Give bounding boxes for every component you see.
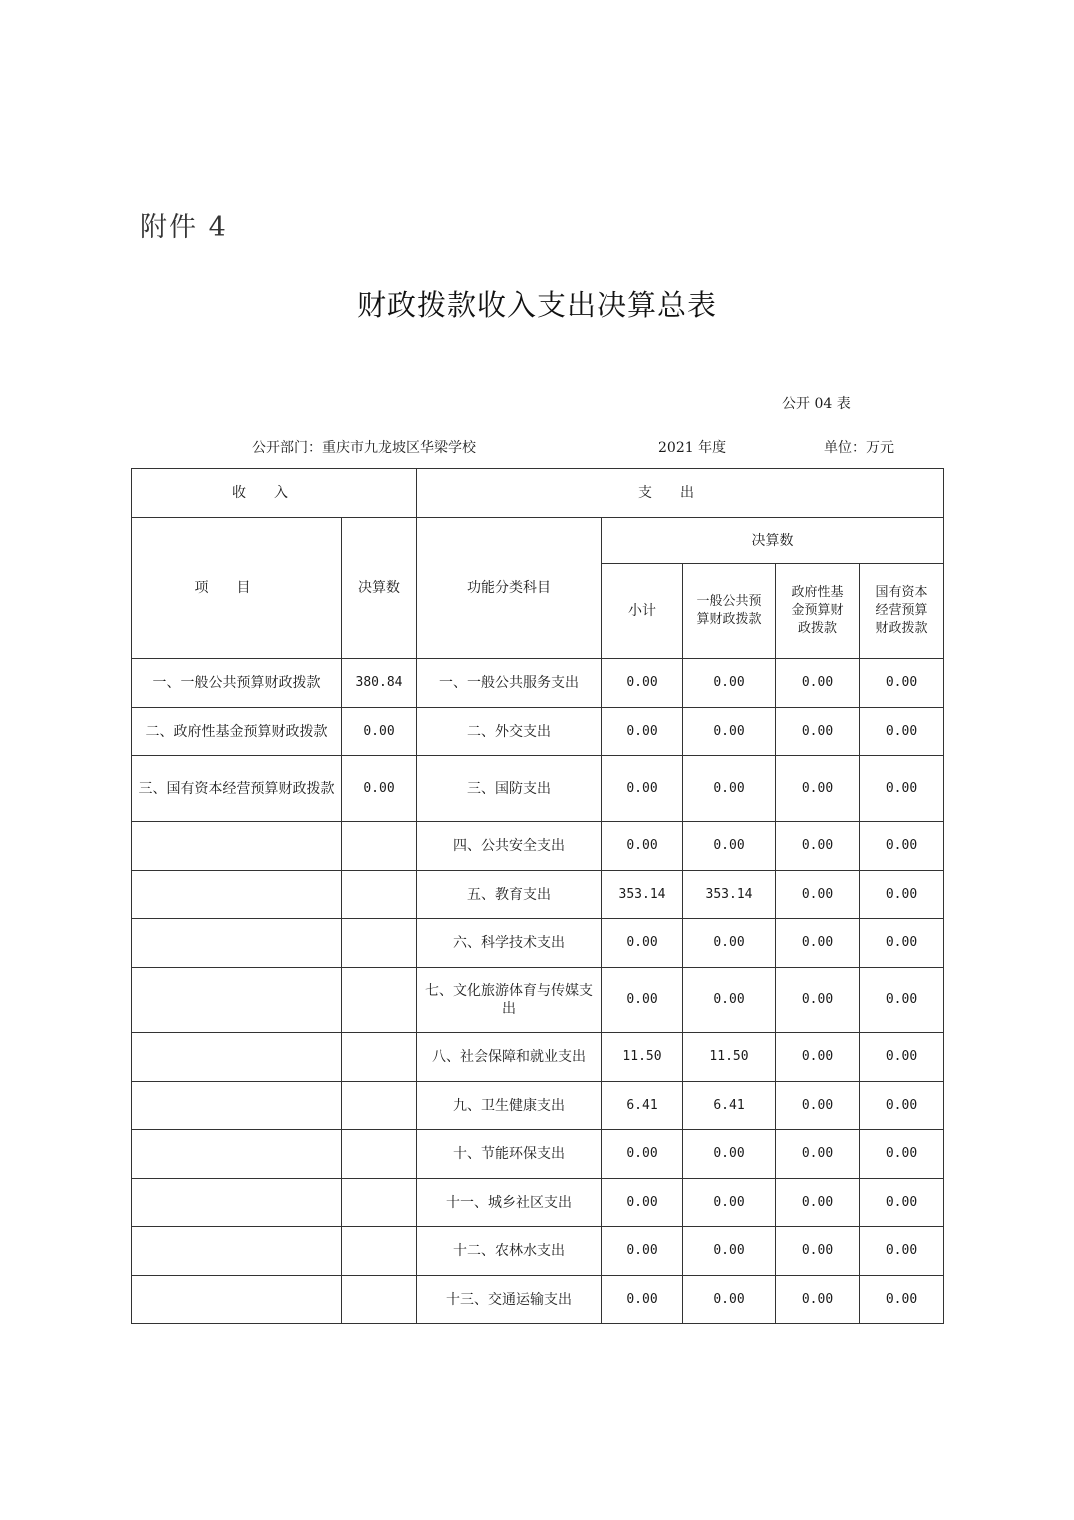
state-capital-cell: 0.00 [860, 756, 944, 822]
general-budget-cell: 0.00 [683, 968, 776, 1033]
income-amount-cell [342, 1227, 417, 1276]
expense-header: 支出 [417, 469, 944, 518]
year-label: 2021 年度 [658, 440, 727, 456]
gov-fund-cell: 0.00 [776, 871, 860, 919]
subtotal-cell: 11.50 [602, 1033, 683, 1082]
table-row [132, 871, 944, 919]
state-capital-header: 国有资本经营预算财政拨款 [860, 564, 944, 659]
state-capital-cell: 0.00 [860, 1227, 944, 1276]
general-budget-cell: 0.00 [683, 1179, 776, 1227]
gov-fund-cell: 0.00 [776, 1130, 860, 1179]
gov-fund-cell: 0.00 [776, 659, 860, 708]
income-amount-cell [342, 871, 417, 919]
state-capital-cell: 0.00 [860, 1082, 944, 1130]
expense-category-cell: 二、外交支出 [417, 708, 602, 756]
expense-category-cell: 八、社会保障和就业支出 [417, 1033, 602, 1082]
income-amount-cell [342, 919, 417, 968]
income-amount-header: 决算数 [342, 518, 417, 659]
general-budget-cell: 11.50 [683, 1033, 776, 1082]
state-capital-cell: 0.00 [860, 708, 944, 756]
income-header: 收入 [132, 469, 417, 518]
general-budget-cell: 353.14 [683, 871, 776, 919]
state-capital-cell: 0.00 [860, 1033, 944, 1082]
state-capital-cell: 0.00 [860, 968, 944, 1033]
subtotal-cell: 0.00 [602, 1227, 683, 1276]
income-amount-cell [342, 1179, 417, 1227]
table-row [132, 708, 944, 756]
income-amount-cell [342, 1276, 417, 1324]
income-item-cell [132, 1276, 342, 1324]
subtotal-header: 小计 [602, 564, 683, 659]
income-item-cell [132, 1130, 342, 1179]
expense-category-cell: 十、节能环保支出 [417, 1130, 602, 1179]
subtotal-cell: 0.00 [602, 919, 683, 968]
gov-fund-cell: 0.00 [776, 756, 860, 822]
table-row [132, 659, 944, 708]
income-amount-cell [342, 1033, 417, 1082]
general-budget-cell: 0.00 [683, 1276, 776, 1324]
gov-fund-cell: 0.00 [776, 919, 860, 968]
subtotal-cell: 0.00 [602, 708, 683, 756]
state-capital-cell: 0.00 [860, 871, 944, 919]
table-row [132, 919, 944, 968]
gov-fund-cell: 0.00 [776, 1227, 860, 1276]
income-amount-cell: 0.00 [342, 708, 417, 756]
income-amount-cell [342, 822, 417, 871]
subtotal-cell: 0.00 [602, 968, 683, 1033]
gov-fund-cell: 0.00 [776, 1082, 860, 1130]
state-capital-cell: 0.00 [860, 1179, 944, 1227]
general-budget-cell: 6.41 [683, 1082, 776, 1130]
expense-category-cell: 七、文化旅游体育与传媒支出 [417, 968, 602, 1033]
income-amount-cell [342, 1130, 417, 1179]
income-amount-cell [342, 968, 417, 1033]
income-item-cell [132, 1227, 342, 1276]
income-item-cell [132, 871, 342, 919]
table-row [132, 1082, 944, 1130]
form-number: 公开 04 表 [782, 396, 851, 412]
state-capital-cell: 0.00 [860, 822, 944, 871]
item-header: 项目 [132, 518, 342, 659]
table-row [132, 1276, 944, 1324]
income-item-cell: 二、政府性基金预算财政拨款 [132, 708, 342, 756]
expense-category-cell: 九、卫生健康支出 [417, 1082, 602, 1130]
state-capital-cell: 0.00 [860, 1276, 944, 1324]
gov-fund-cell: 0.00 [776, 968, 860, 1033]
table-row [132, 822, 944, 871]
general-budget-cell: 0.00 [683, 1227, 776, 1276]
table-row [132, 1033, 944, 1082]
state-capital-cell: 0.00 [860, 919, 944, 968]
subtotal-cell: 0.00 [602, 1179, 683, 1227]
page-title: 财政拨款收入支出决算总表 [356, 288, 717, 322]
expense-category-cell: 三、国防支出 [417, 756, 602, 822]
subtotal-cell: 353.14 [602, 871, 683, 919]
general-budget-cell: 0.00 [683, 1130, 776, 1179]
expense-category-cell: 十三、交通运输支出 [417, 1276, 602, 1324]
table-row [132, 1130, 944, 1179]
subtotal-cell: 0.00 [602, 822, 683, 871]
subtotal-cell: 0.00 [602, 756, 683, 822]
income-item-cell [132, 1082, 342, 1130]
final-amount-header: 决算数 [602, 518, 944, 564]
general-budget-cell: 0.00 [683, 756, 776, 822]
income-item-cell [132, 919, 342, 968]
general-budget-cell: 0.00 [683, 822, 776, 871]
income-item-cell [132, 822, 342, 871]
gov-fund-cell: 0.00 [776, 1276, 860, 1324]
subtotal-cell: 6.41 [602, 1082, 683, 1130]
income-amount-cell: 0.00 [342, 756, 417, 822]
gov-fund-cell: 0.00 [776, 822, 860, 871]
function-category-header: 功能分类科目 [417, 518, 602, 659]
attachment-label: 附件 4 [140, 212, 228, 243]
table-row [132, 756, 944, 822]
gov-fund-cell: 0.00 [776, 1179, 860, 1227]
general-budget-cell: 0.00 [683, 919, 776, 968]
table-row [132, 968, 944, 1033]
state-capital-cell: 0.00 [860, 659, 944, 708]
state-capital-cell: 0.00 [860, 1130, 944, 1179]
department-label: 公开部门：重庆市九龙坡区华梁学校 [252, 440, 476, 456]
income-amount-cell [342, 1082, 417, 1130]
general-budget-cell: 0.00 [683, 659, 776, 708]
table-row [132, 1179, 944, 1227]
income-item-cell [132, 1179, 342, 1227]
income-item-cell: 一、一般公共预算财政拨款 [132, 659, 342, 708]
income-amount-cell: 380.84 [342, 659, 417, 708]
expense-category-cell: 一、一般公共服务支出 [417, 659, 602, 708]
expense-category-cell: 十一、城乡社区支出 [417, 1179, 602, 1227]
unit-label: 单位：万元 [824, 440, 894, 456]
expense-category-cell: 六、科学技术支出 [417, 919, 602, 968]
expense-category-cell: 四、公共安全支出 [417, 822, 602, 871]
gov-fund-cell: 0.00 [776, 708, 860, 756]
income-item-cell: 三、国有资本经营预算财政拨款 [132, 756, 342, 822]
budget-table [131, 468, 944, 1324]
expense-category-cell: 十二、农林水支出 [417, 1227, 602, 1276]
income-item-cell [132, 968, 342, 1033]
table-row [132, 1227, 944, 1276]
general-budget-header: 一般公共预算财政拨款 [683, 564, 776, 659]
subtotal-cell: 0.00 [602, 1276, 683, 1324]
subtotal-cell: 0.00 [602, 1130, 683, 1179]
expense-category-cell: 五、教育支出 [417, 871, 602, 919]
income-item-cell [132, 1033, 342, 1082]
subtotal-cell: 0.00 [602, 659, 683, 708]
gov-fund-header: 政府性基金预算财政拨款 [776, 564, 860, 659]
gov-fund-cell: 0.00 [776, 1033, 860, 1082]
general-budget-cell: 0.00 [683, 708, 776, 756]
